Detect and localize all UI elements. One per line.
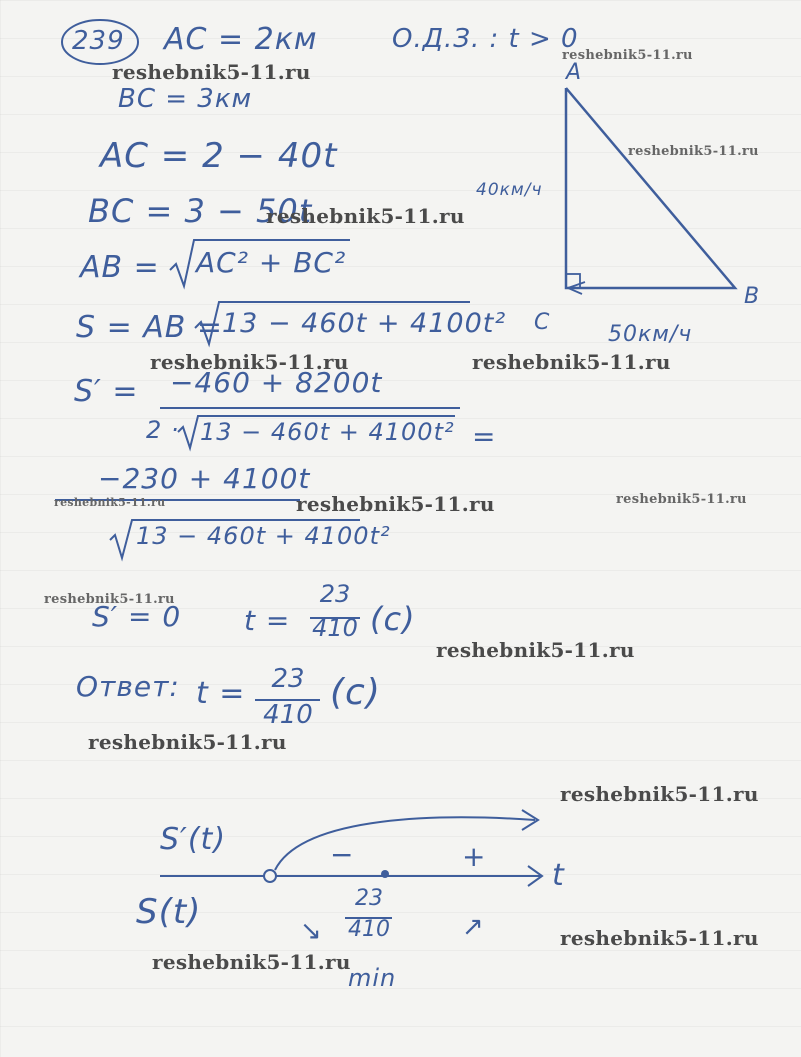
critical-point-denominator: 410 [348, 917, 390, 942]
deriv-left: S′ = [74, 374, 139, 409]
t-unit: (с) [370, 600, 416, 638]
watermark: reshebnik5-11.ru [560, 926, 759, 950]
watermark: reshebnik5-11.ru [436, 638, 635, 662]
t-fraction [308, 580, 362, 642]
vertex-a: A [566, 60, 583, 85]
func-sign-label: S(t) [136, 892, 202, 932]
decreasing-arrow: ↘ [300, 916, 323, 946]
critical-point-numerator: 23 [355, 886, 383, 911]
deriv2-den-radicand: 13 − 460t + 4100t² [136, 522, 391, 550]
watermark: reshebnik5-11.ru [152, 950, 351, 974]
speed-cb: 50км/ч [608, 322, 693, 347]
vertex-b: B [744, 284, 761, 309]
deriv-sign-label: S′(t) [160, 822, 227, 857]
curved-arrow [275, 817, 535, 870]
vertex-c: C [534, 310, 551, 335]
axis-t-label: t [552, 858, 565, 893]
answer-fraction-denominator: 410 [263, 700, 313, 730]
deriv-numerator: −460 + 8200t [170, 366, 383, 399]
watermark: reshebnik5-11.ru [628, 144, 759, 159]
answer-label: Ответ: [76, 670, 180, 703]
t-equals: t = [244, 604, 291, 637]
speed-ac: 40км/ч [476, 180, 543, 200]
watermark: reshebnik5-11.ru [150, 350, 349, 374]
watermark: reshebnik5-11.ru [54, 496, 166, 509]
answer-unit: (с) [330, 672, 381, 713]
ac-expression: AC = 2 − 40t [100, 136, 338, 176]
deriv-den-radicand: 13 − 460t + 4100t² [200, 418, 455, 446]
t-fraction-numerator: 23 [319, 580, 351, 608]
ab-radicand: AC² + BC² [196, 246, 347, 279]
bc-expression: BC = 3 − 50t [88, 192, 313, 230]
watermark: reshebnik5-11.ru [266, 204, 465, 228]
watermark: reshebnik5-11.ru [112, 60, 311, 84]
critical-point-fraction [344, 886, 394, 942]
filled-point [381, 870, 389, 878]
deriv-den-coef: 2 · [146, 416, 180, 444]
t-fraction-denominator: 410 [312, 614, 358, 642]
ab-left: AB = [80, 250, 160, 285]
zero-equation: S′ = 0 [92, 600, 182, 633]
equals-sign: = [472, 420, 497, 453]
watermark: reshebnik5-11.ru [44, 592, 175, 607]
given-ac: AC = 2км [164, 22, 318, 57]
watermark: reshebnik5-11.ru [616, 492, 747, 507]
watermark: reshebnik5-11.ru [472, 350, 671, 374]
given-bc: BC = 3км [118, 84, 253, 114]
triangle-shape [566, 88, 735, 288]
odz: О.Д.З. : t > 0 [392, 24, 579, 54]
s-radicand: 13 − 460t + 4100t² [222, 308, 507, 339]
s-left: S = AB = [76, 310, 224, 345]
plus-sign: + [462, 840, 487, 873]
min-label: min [348, 964, 397, 992]
minus-sign: − [330, 838, 355, 871]
answer-fraction-numerator: 23 [271, 664, 305, 694]
watermark: reshebnik5-11.ru [88, 730, 287, 754]
open-point [264, 870, 276, 882]
watermark: reshebnik5-11.ru [560, 782, 759, 806]
answer-t-equals: t = [196, 676, 246, 711]
watermark: reshebnik5-11.ru [296, 492, 495, 516]
deriv2-numerator: −230 + 4100t [98, 462, 311, 495]
increasing-arrow: ↗ [462, 912, 485, 942]
watermark: reshebnik5-11.ru [562, 48, 693, 63]
answer-fraction [256, 664, 320, 730]
problem-number: 239 [72, 26, 125, 56]
